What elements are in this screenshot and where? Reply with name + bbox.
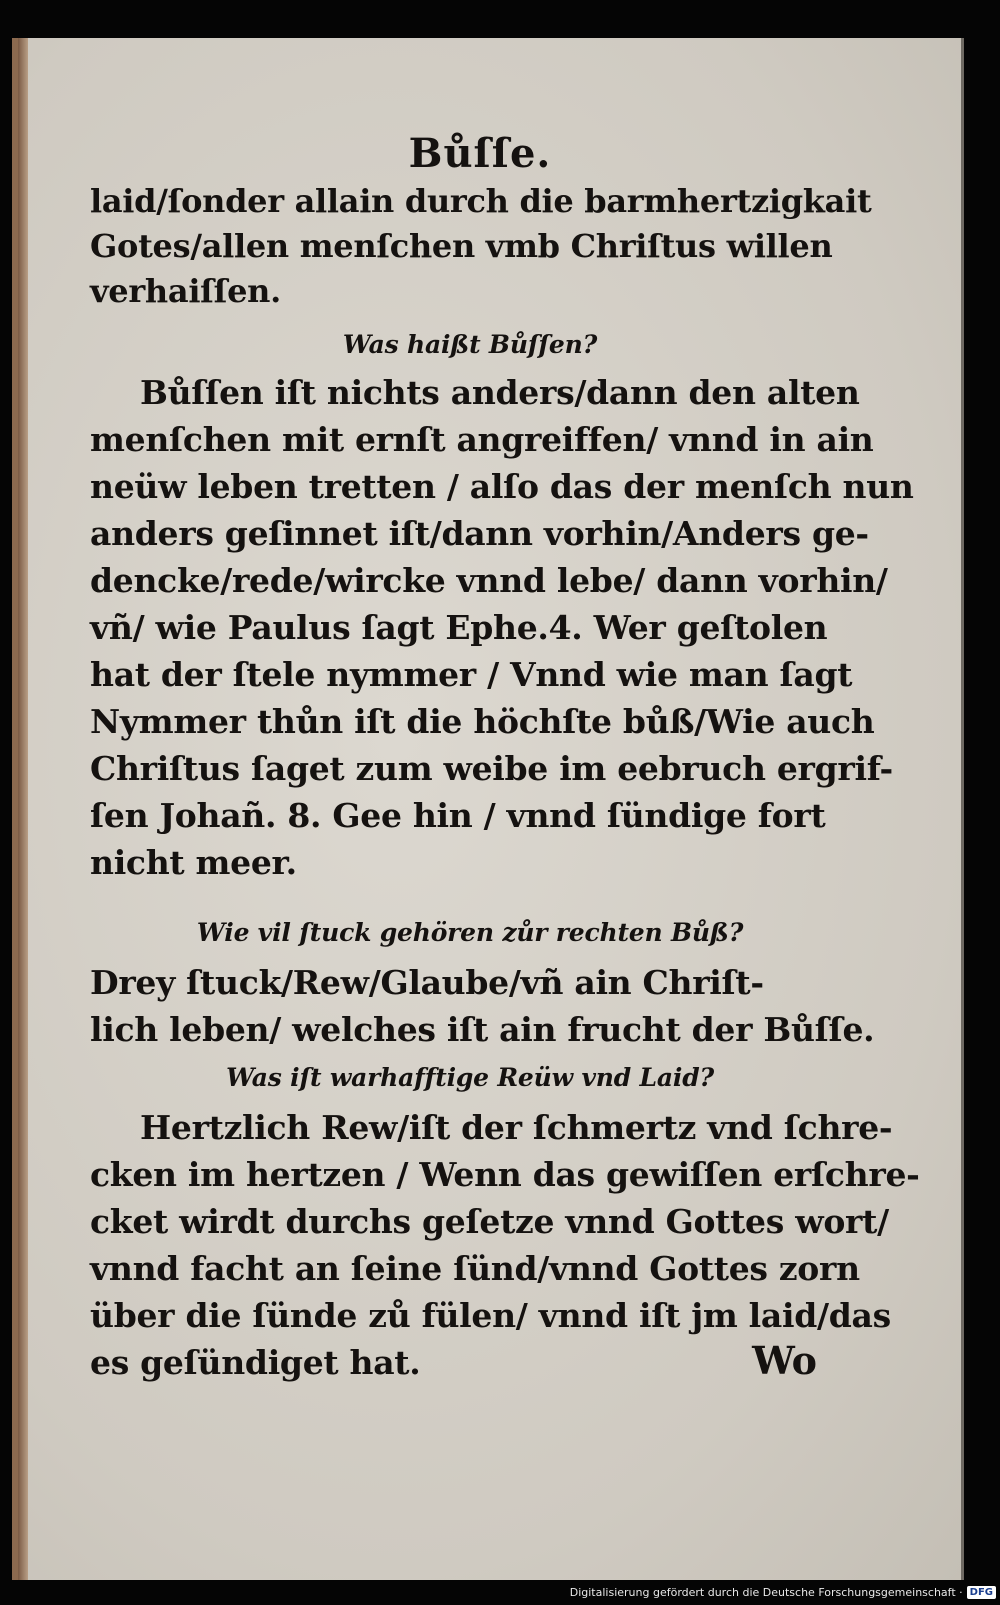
catchword: Wo [752, 1338, 817, 1383]
text-line: Nymmer thůn iſt die höchſte bůß/Wie auch [90, 702, 875, 741]
paragraph-1 [90, 369, 914, 886]
text-line: lich leben/ welches iſt ain frucht der Bůſſe. [90, 1010, 875, 1049]
section-heading-3: Was iſt warhafftige Reüw vnd Laid? [226, 1063, 714, 1092]
text-line: menſchen mit ernſt angreiffen/ vnnd in ain [90, 420, 874, 459]
text-line: vñ/ wie Paulus ſagt Ephe.4. Wer geſtolen [90, 608, 828, 647]
text-line: vnnd facht an ſeine ſünd/vnnd Gottes zorn [90, 1249, 860, 1288]
text-line: Hertzlich Rew/iſt der ſchmertz vnd ſchre- [140, 1108, 893, 1147]
text-line: anders geſinnet iſt/dann vorhin/Anders ge- [90, 514, 869, 553]
running-header: Bůſſe. [408, 130, 552, 177]
text-block [90, 130, 920, 1386]
text-line: ſen Johañ. 8. Gee hin / vnnd ſündige fort [90, 796, 826, 835]
dfg-logo: DFG [967, 1586, 996, 1599]
digitization-footer [570, 1583, 996, 1601]
text-line: Gotes/allen menſchen vmb Chriſtus willen [90, 227, 833, 265]
section-heading-2: Wie vil ſtuck gehören zůr rechten Bůß? [196, 918, 744, 947]
text-line: nicht meer. [90, 843, 297, 882]
text-line: hat der ſtele nymmer / Vnnd wie man ſagt [90, 655, 853, 694]
text-line: laid/ſonder allain durch die barmhertzigkait [90, 182, 872, 220]
text-line: cken im hertzen / Wenn das gewiſſen erſchre- [90, 1155, 920, 1194]
text-line: verhaiſſen. [90, 272, 281, 310]
section-heading-1: Was haißt Bůſſen? [342, 330, 598, 359]
opening-lines [90, 179, 872, 314]
text-line: über die ſünde zů fülen/ vnnd iſt jm laid/das [90, 1296, 891, 1335]
funding-credit: Digitalisierung gefördert durch die Deutsche Forschungsgemeinschaft · [569, 1585, 963, 1599]
text-line: cket wirdt durchs geſetze vnnd Gottes wort/ [90, 1202, 889, 1241]
text-line: Bůſſen iſt nichts anders/dann den alten [140, 373, 860, 412]
page-spine-edge [18, 38, 28, 1580]
text-line: neüw leben tretten / alſo das der menſch nun [90, 467, 914, 506]
paragraph-3 [90, 1104, 920, 1386]
paragraph-2 [90, 959, 875, 1053]
text-line: es geſündiget hat. [90, 1343, 421, 1382]
text-line: dencke/rede/wircke vnnd lebe/ dann vorhin/ [90, 561, 888, 600]
text-line: Chriſtus ſaget zum weibe im eebruch ergrif- [90, 749, 893, 788]
book-page [12, 38, 964, 1580]
text-line: Drey ſtuck/Rew/Glaube/vñ ain Chriſt- [90, 963, 764, 1002]
